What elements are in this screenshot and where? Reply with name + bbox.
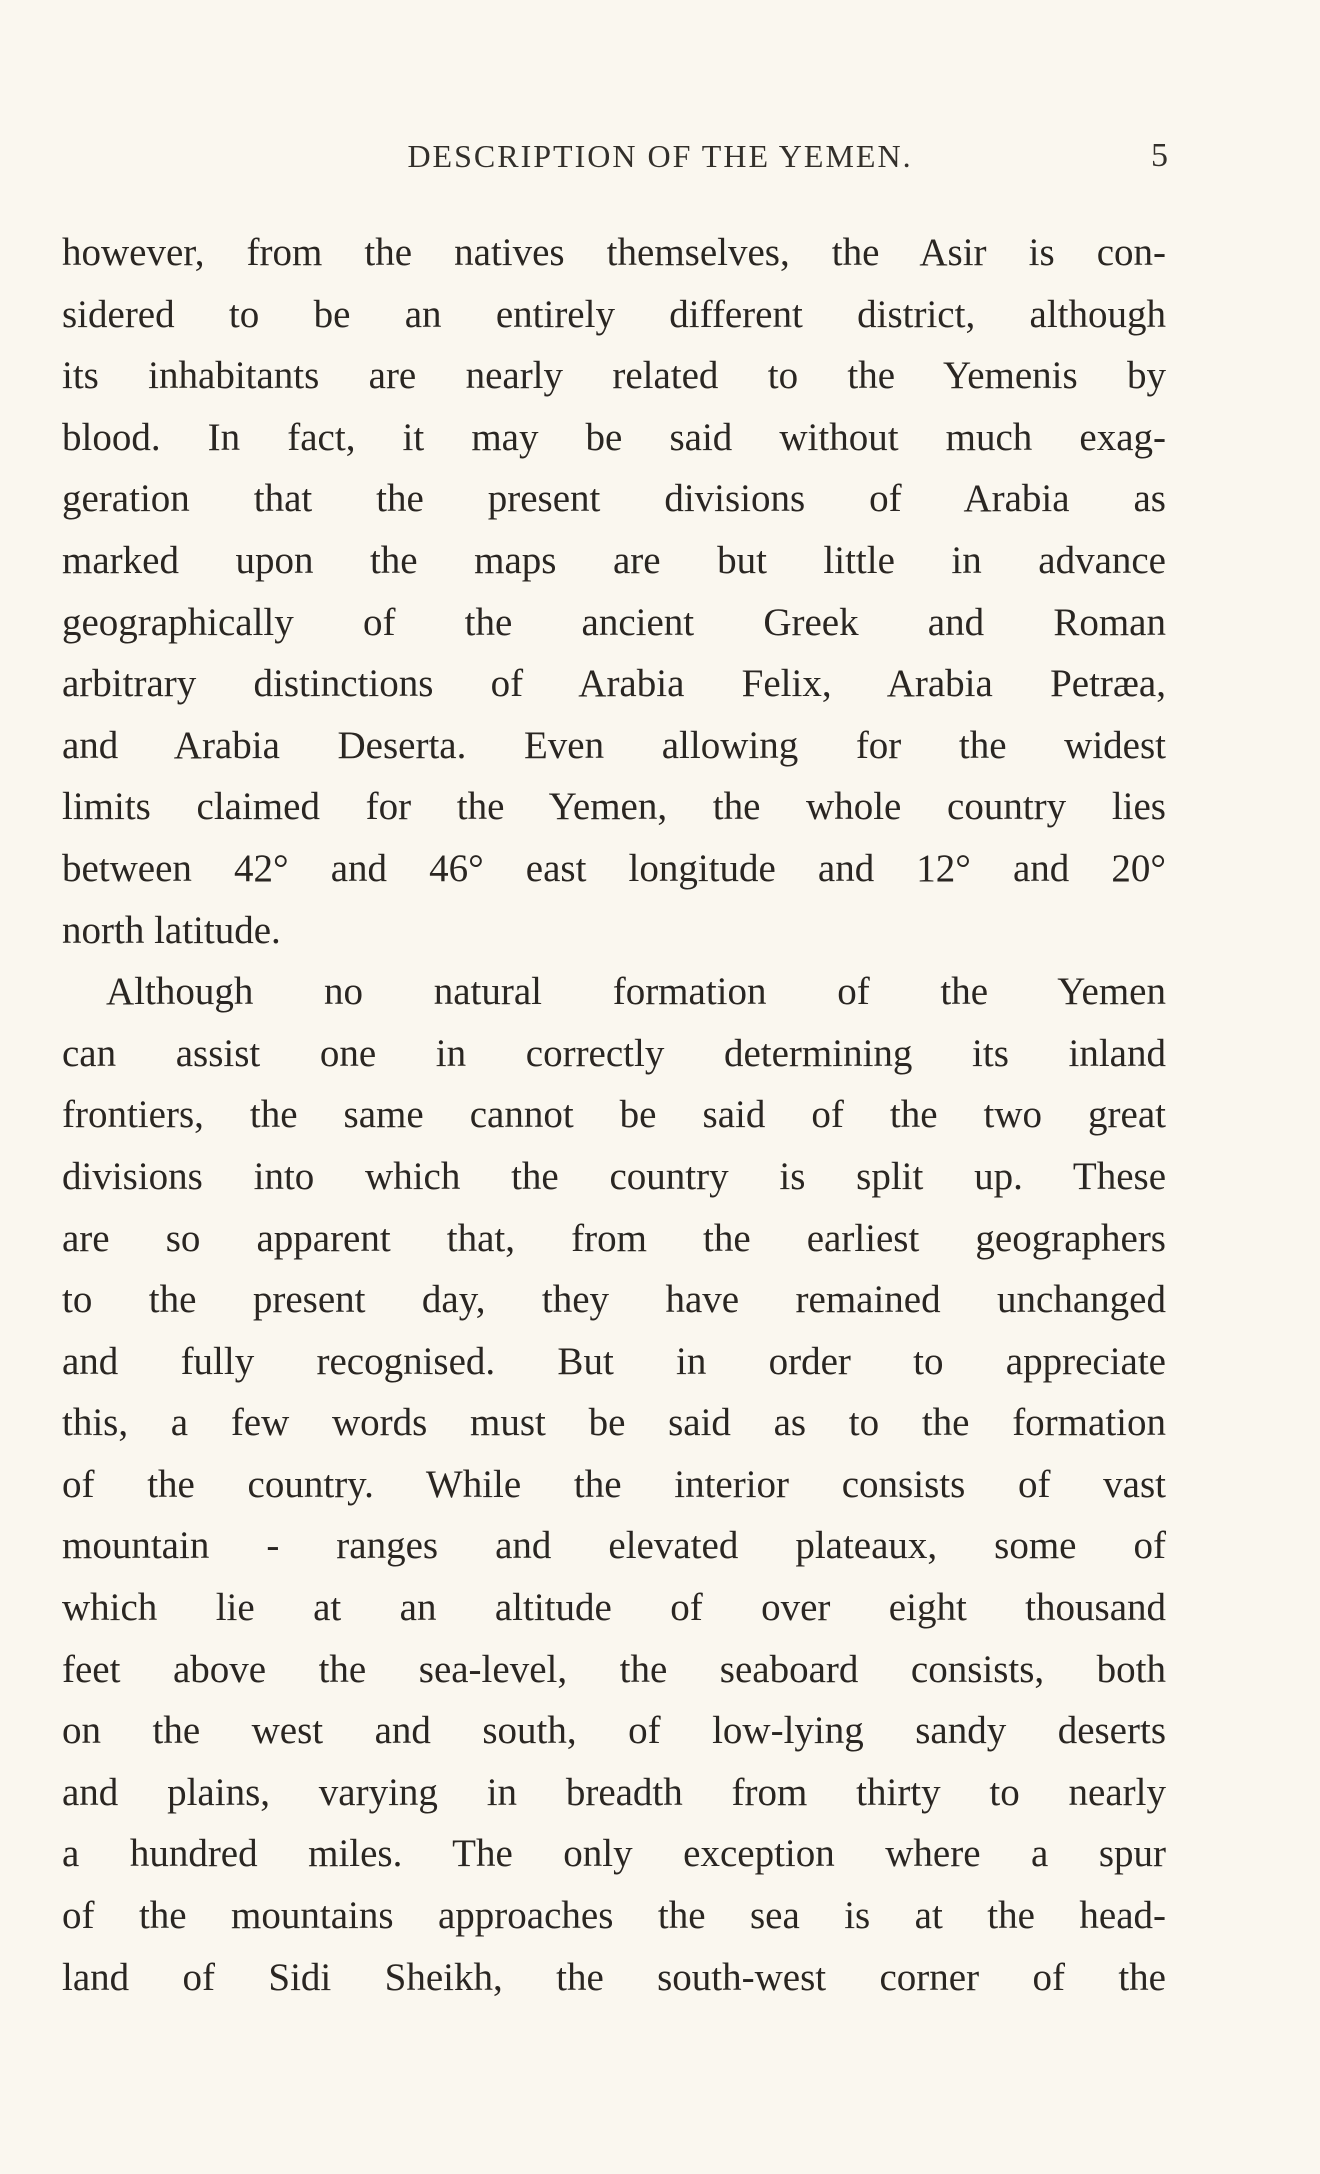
text-line: geographically of the ancient Greek and Roman <box>62 600 1166 644</box>
text-line: which lie at an altitude of over eight thousand <box>62 1586 1166 1630</box>
text-line: feet above the sea-level, the seaboard consists, both <box>62 1647 1166 1691</box>
text-line: a hundred miles. The only exception where a spur <box>62 1832 1166 1876</box>
text-line: land of Sidi Sheikh, the south-west corner of the <box>62 1955 1166 1999</box>
text-line: however, from the natives themselves, the Asir is con- <box>62 231 1166 274</box>
text-line: its inhabitants are nearly related to the Yemenis by <box>62 354 1166 398</box>
text-line: of the country. While the interior consists of vast <box>62 1462 1166 1506</box>
text-line: Although no natural formation of the Yemen <box>106 970 1166 1014</box>
text-line: blood. In fact, it may be said without much exag- <box>62 415 1166 459</box>
text-line: and plains, varying in breadth from thirty to nearly <box>62 1770 1166 1814</box>
text-line: can assist one in correctly determining its inland <box>62 1031 1166 1075</box>
text-line: arbitrary distinctions of Arabia Felix, Arabia Petræa, <box>62 662 1166 706</box>
body-text <box>62 222 1166 2008</box>
text-line: of the mountains approaches the sea is at the head- <box>62 1894 1166 1938</box>
running-title: DESCRIPTION OF THE YEMEN. <box>407 138 913 174</box>
text-line: and fully recognised. But in order to appreciate <box>62 1339 1166 1383</box>
text-line: between 42° and 46° east longitude and 12° and 20° <box>62 846 1166 890</box>
text-line: mountain - ranges and elevated plateaux, some of <box>62 1524 1166 1568</box>
text-line: to the present day, they have remained unchanged <box>62 1278 1166 1322</box>
paragraph-1 <box>62 222 1166 961</box>
text-line: sidered to be an entirely different district, although <box>62 292 1166 336</box>
page-number: 5 <box>1151 137 1168 174</box>
paragraph-2 <box>62 961 1166 2008</box>
text-line: limits claimed for the Yemen, the whole country lies <box>62 785 1166 829</box>
running-header <box>0 132 1320 180</box>
text-line: on the west and south, of low-lying sandy deserts <box>62 1709 1166 1753</box>
text-line: divisions into which the country is split up. These <box>62 1154 1166 1198</box>
text-line: this, a few words must be said as to the formation <box>62 1401 1166 1445</box>
text-line: frontiers, the same cannot be said of the two great <box>62 1093 1166 1137</box>
text-line: and Arabia Deserta. Even allowing for the widest <box>62 723 1166 767</box>
text-line: north latitude. <box>62 908 281 952</box>
text-line: geration that the present divisions of Arabia as <box>62 477 1166 521</box>
text-line: marked upon the maps are but little in advance <box>62 538 1166 582</box>
text-line: are so apparent that, from the earliest geographers <box>62 1216 1166 1260</box>
